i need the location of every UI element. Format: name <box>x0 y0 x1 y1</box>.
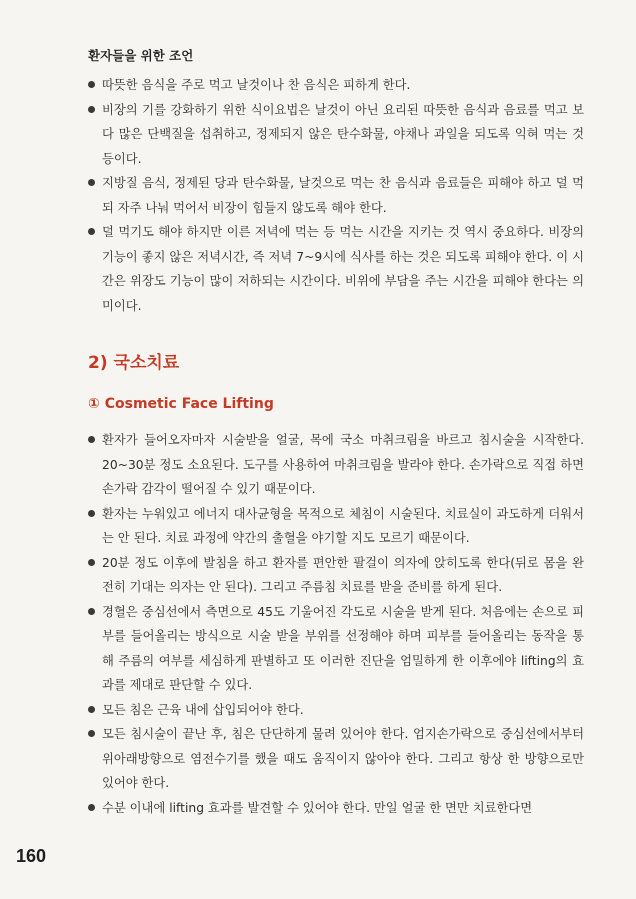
list-item <box>88 698 584 723</box>
bullet-icon <box>88 804 95 811</box>
list-item <box>88 796 584 821</box>
list-item-text: 수분 이내에 lifting 효과를 발견할 수 있어야 한다. 만일 얼굴 한 면만 치료한다면 <box>102 800 533 815</box>
bullet-icon <box>88 510 95 517</box>
list-item <box>88 73 584 98</box>
list-item <box>88 98 584 172</box>
advice-section-label: 환자들을 위한 조언 <box>88 48 194 63</box>
list-item-text: 모든 침시술이 끝난 후, 침은 단단하게 물려 있어야 한다. 엄지손가락으로 중심선에서부터 위아래방향으로 염전수기를 했을 때도 움직이지 않아야 한다. 그리고 항상 한 방향으로만 있어야 한다. <box>102 727 584 790</box>
list-item-text: 환자는 누워있고 에너지 대사균형을 목적으로 체침이 시술된다. 치료실이 과도하게 더워서는 안 된다. 치료 과정에 약간의 출혈을 야기할 지도 모르기 때문이다. <box>102 506 584 545</box>
bullet-icon <box>88 436 95 443</box>
bullet-icon <box>88 228 95 235</box>
page-content <box>88 47 584 820</box>
subsection-heading: ① Cosmetic Face Lifting <box>88 396 274 412</box>
advice-list <box>88 73 584 318</box>
bullet-icon <box>88 179 95 186</box>
page-number: 160 <box>16 846 47 866</box>
bullet-icon <box>88 106 95 113</box>
bullet-icon <box>88 81 95 88</box>
procedure-list <box>88 428 584 820</box>
list-item-text: 따뜻한 음식을 주로 먹고 날것이나 찬 음식은 피하게 한다. <box>102 78 411 92</box>
bullet-icon <box>88 706 95 713</box>
bullet-icon <box>88 559 95 566</box>
list-item-text: 환자가 들어오자마자 시술받을 얼굴, 목에 국소 마취크림을 바르고 침시술을 시작한다. 20~30분 정도 소요된다. 도구를 사용하여 마취크림을 발라야 한다. 손가락으로 직접 하면 손가락 감각이 떨어질 수 있기 때문이다. <box>102 433 584 496</box>
bullet-icon <box>88 730 95 737</box>
list-item <box>88 428 584 502</box>
list-item <box>88 220 584 318</box>
list-item <box>88 722 584 796</box>
list-item <box>88 171 584 220</box>
bullet-icon <box>88 608 95 615</box>
list-item-text: 경혈은 중심선에서 측면으로 45도 기울어진 각도로 시술을 받게 된다. 처음에는 손으로 피부를 들어올리는 방식으로 시술 받을 부위를 선정해야 하며 피부를 들어올리는 동작을 통해 주름의 여부를 세심하게 판별하고 또 이러한 진단을 엄밀하게 한 이후에야 lifting의 효과를 제대로 판단할 수 있다. <box>102 604 584 692</box>
section-heading: 2) 국소치료 <box>88 353 180 373</box>
list-item-text: 모든 침은 근육 내에 삽입되어야 한다. <box>102 702 304 717</box>
list-item <box>88 600 584 698</box>
list-item-text: 지방질 음식, 정제된 당과 탄수화물, 날것으로 먹는 찬 음식과 음료들은 피해야 하고 덜 먹되 자주 나눠 먹어서 비장이 힘들지 않도록 해야 한다. <box>102 176 584 215</box>
list-item-text: 덜 먹기도 해야 하지만 이른 저녁에 먹는 등 먹는 시간을 지키는 것 역시 중요하다. 비장의 기능이 좋지 않은 저녁시간, 즉 저녁 7~9시에 식사를 하는 것은 되도록 피해야 한다. 이 시간은 위장도 기능이 많이 저하되는 시간이다. 비위에 부담을 주는 시간을 피해야 한다는 의미이다. <box>102 225 584 313</box>
list-item-text: 20분 정도 이후에 발침을 하고 환자를 편안한 팔걸이 의자에 앉히도록 한다(뒤로 몸을 완전히 기대는 의자는 안 된다). 그리고 주름침 치료를 받을 준비를 하게 된다. <box>102 555 584 594</box>
list-item <box>88 551 584 600</box>
list-item <box>88 502 584 551</box>
list-item-text: 비장의 기를 강화하기 위한 식이요법은 날것이 아닌 요리된 따뜻한 음식과 음료를 먹고 보다 많은 단백질을 섭취하고, 정제되지 않은 탄수화물, 야채나 과일을 되도록 익혀 먹는 것 등이다. <box>102 102 584 166</box>
